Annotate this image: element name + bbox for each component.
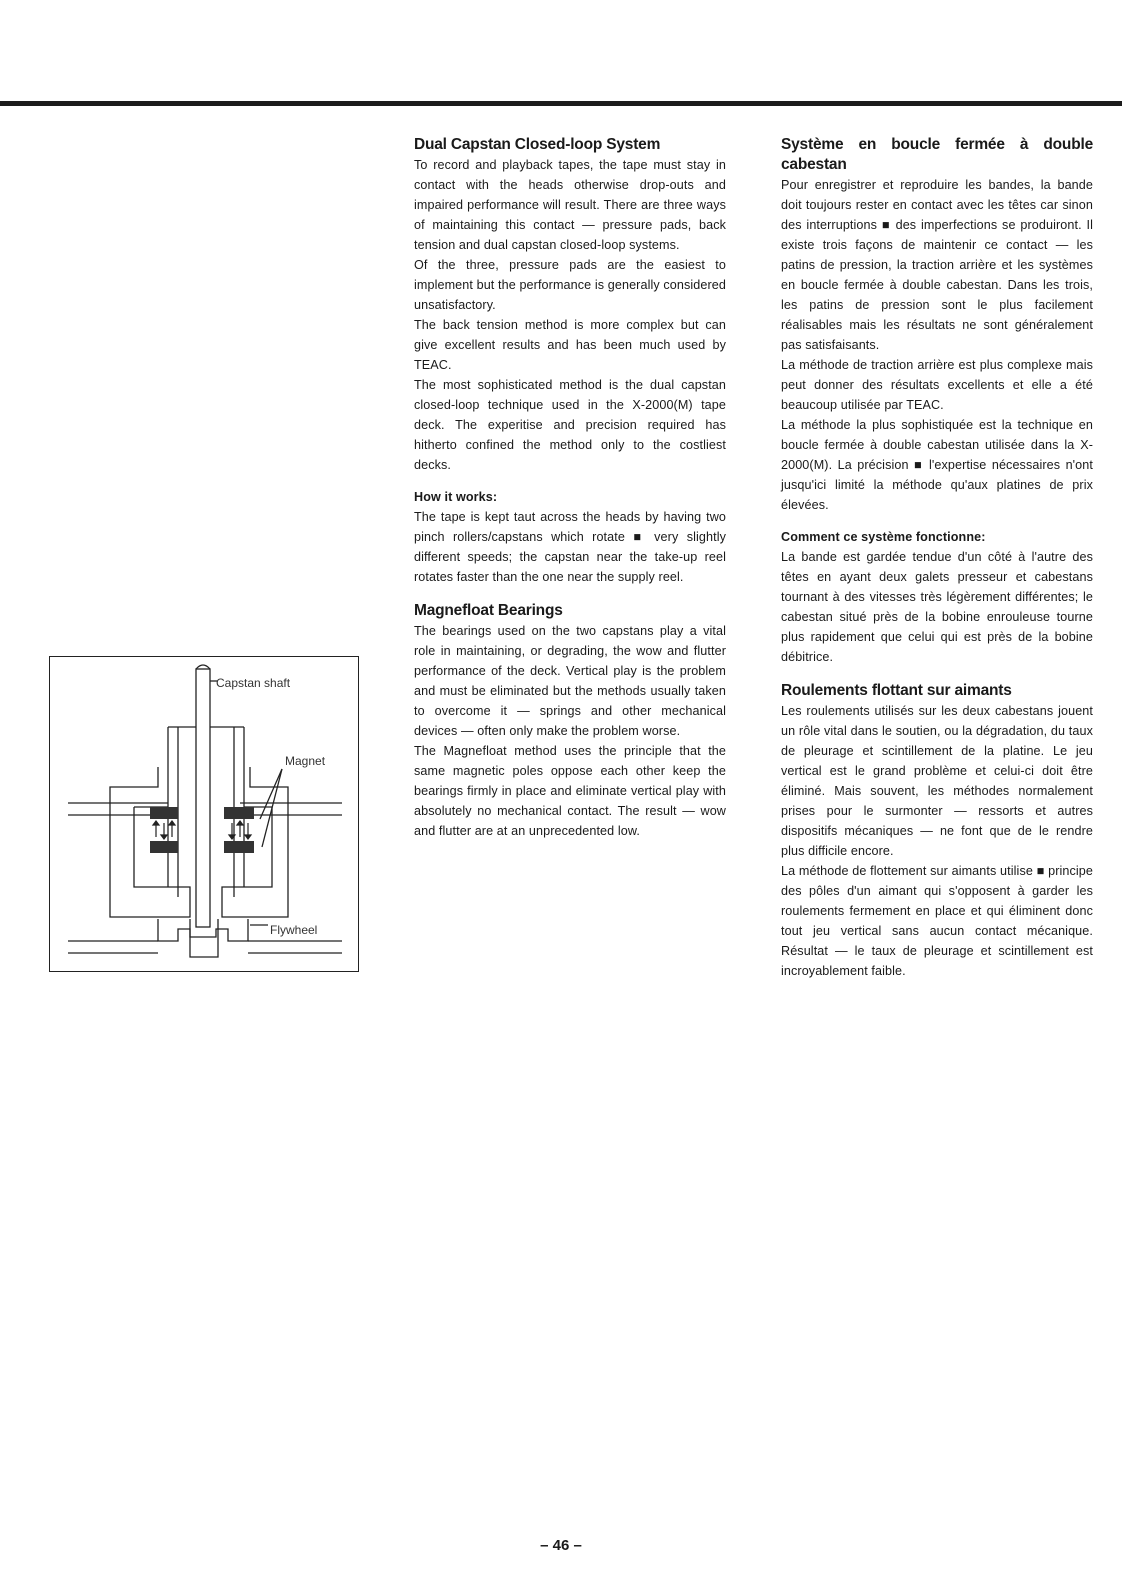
english-column xyxy=(414,135,726,841)
capstan-bearing-diagram xyxy=(49,656,359,972)
paragraph: To record and playback tapes, the tape must stay in contact with the heads otherwise drop-outs and impaired performance will result. There are three ways of maintaining this contact — pressure pads, back tension and dual capstan closed-loop systems. xyxy=(414,158,726,252)
paragraph: La méthode de traction arrière est plus complexe mais peut donner des résultats excellents et elle a été beaucoup utilisée par TEAC. xyxy=(781,358,1093,412)
paragraph: Les roulements utilisés sur les deux cabestans jouent un rôle vital dans le soutien, ou la dégradation, du taux de pleurage et scintillement de la platine. Le jeu vertical est le grand problème et celui-ci doit être éliminé. Mais souvent, les méthodes normalement prises pour le surmonter — ressorts et autres dispositifs mécaniques — ne font que de le rendre plus difficile encore. xyxy=(781,704,1093,858)
paragraph: The tape is kept taut across the heads by having two pinch rollers/capstans which rotate ■ very slightly different speeds; the capstan near the take-up reel rotates faster than the one near the supply reel. xyxy=(414,510,726,584)
page-number: – 46 – xyxy=(540,1537,582,1554)
label-flywheel: Flywheel xyxy=(270,923,318,937)
heading-systeme: Système en boucle fermée à double cabestan xyxy=(781,136,1093,173)
label-capstan-shaft: Capstan shaft xyxy=(216,676,291,690)
paragraph: La méthode de flottement sur aimants utilise ■ principe des pôles d'un aimant qui s'opposent à garder les roulements fermement en place et qui éliminent donc tout jeu vertical sans aucun contact mécanique. Résultat — le taux de pleurage et scintillement est incroyablement faible. xyxy=(781,864,1093,978)
label-magnet: Magnet xyxy=(285,754,326,768)
paragraph: La méthode la plus sophistiquée est la technique en boucle fermée à double cabestan utilisée dans la X-2000(M). La précision ■ l'expertise nécessaires n'ont jusqu'ici limité la méthode qu'aux platines de prix élevées. xyxy=(781,418,1093,512)
paragraph: The back tension method is more complex but can give excellent results and has been much used by TEAC. xyxy=(414,318,726,372)
heading-roulements: Roulements flottant sur aimants xyxy=(781,682,1012,699)
top-rule xyxy=(0,101,1122,106)
heading-magnefloat: Magnefloat Bearings xyxy=(414,602,563,619)
french-column xyxy=(781,135,1093,981)
paragraph: The Magnefloat method uses the principle that the same magnetic poles oppose each other keep the bearings firmly in place and eliminate vertical play with absolutely no mechanical contact. The result — wow and flutter are at an unprecedented low. xyxy=(414,744,726,838)
paragraph: The most sophisticated method is the dual capstan closed-loop technique used in the X-2000(M) tape deck. The experitise and precision required has hitherto confined the method only to the costliest decks. xyxy=(414,378,726,472)
heading-how-it-works: How it works: xyxy=(414,490,498,504)
paragraph: Pour enregistrer et reproduire les bandes, la bande doit toujours rester en contact avec les têtes car sinon des interruptions ■ des imperfections se produiront. Il existe trois façons de maintenir ce contact — les patins de pression, la traction arrière et les systèmes en boucle fermée à double cabestan. Dans les trois, les patins de pression sont le plus facilement réalisables mais les résultats ne sont généralement pas satisfaisants. xyxy=(781,178,1093,352)
paragraph: The bearings used on the two capstans play a vital role in maintaining, or degrading, the wow and flutter performance of the deck. Vertical play is the problem and must be eliminated but the methods usually taken to overcome it — springs and other mechanical devices — often only make the problem worse. xyxy=(414,624,726,738)
paragraph: Of the three, pressure pads are the easiest to implement but the performance is generally considered unsatisfactory. xyxy=(414,258,726,312)
paragraph: La bande est gardée tendue d'un côté à l'autre des têtes en ayant deux galets presseur et cabestans tournant à des vitesses très légèrement différentes; le cabestan situé près de la bobine enrouleuse tourne plus rapidement que celui qui est près de la bobine débitrice. xyxy=(781,550,1093,664)
heading-comment: Comment ce système fonctionne: xyxy=(781,530,986,544)
heading-dual-capstan: Dual Capstan Closed-loop System xyxy=(414,136,661,153)
